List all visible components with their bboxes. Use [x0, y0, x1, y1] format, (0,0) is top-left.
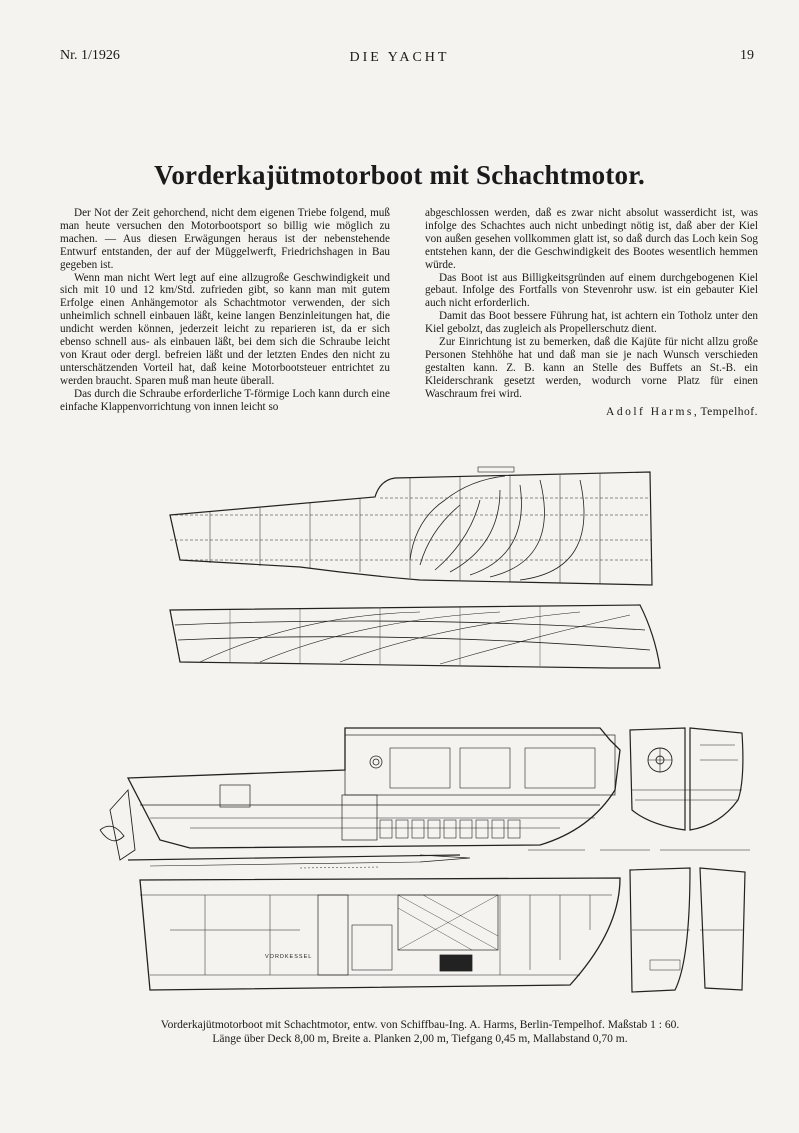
paragraph: Das Boot ist aus Billigkeitsgründen auf einem durchgebogenen Kiel gebaut. Infolge des Fortfalls von Stevenrohr usw. ist ein gebauter Kiel auch nicht erforderlich.	[425, 271, 758, 310]
article-title: Vorderkajütmotorboot mit Schachtmotor.	[154, 160, 645, 190]
paragraph: Der Not der Zeit gehorchend, nicht dem eigenen Triebe folgend, muß man heute versuchen den Motorbootsport so billig wie möglich zu machen. — Aus diesen Erwägungen heraus ist der nebenstehende Entwurf entstanden, der auf der Müggelwerft, Friedrichshagen in Bau gegeben ist.	[60, 207, 390, 271]
half-breadth-plan-drawing	[170, 605, 660, 668]
side-profile-drawing	[100, 728, 750, 868]
arrangement-plan-drawing	[140, 868, 745, 992]
caption-line-2: Länge über Deck 8,00 m, Breite a. Planken 2,00 m, Tiefgang 0,45 m, Mallabstand 0,70 m.	[212, 1033, 628, 1045]
paragraph: Zur Einrichtung ist zu bemerken, daß die Kajüte für nicht allzu große Personen Stehhöhe hat und daß man sie je nach Wunsch verschieden gestalten kann. Z. B. kann an Stelle des Buffets an St.-B. ein Kleiderschrank gesetzt werden, wodurch vorne Platz für einen Waschraum frei wird.	[425, 336, 758, 400]
author-name: Adolf Harms	[606, 405, 694, 418]
fore-cabin-label: VORDKESSEL	[265, 954, 313, 960]
page-number: 19	[740, 48, 754, 63]
paragraph: Das durch die Schraube erforderliche T-förmige Loch kann durch eine einfache Klappenvorrichtung von innen leicht so	[60, 387, 390, 413]
author-place: , Tempelhof.	[693, 405, 758, 418]
paragraph: abgeschlossen werden, daß es zwar nicht absolut wasserdicht ist, was infolge des Schachtes auch nicht unbedingt nötig ist, daß aber der Kiel von außen gesehen vollkommen glatt ist, so daß durch das Loch kein Sog entstehen kann, der die Geschwindigkeit des Bootes wesentlich hemmen würde.	[425, 207, 758, 271]
journal-name: DIE YACHT	[349, 50, 450, 65]
cross-section-drawing	[630, 728, 743, 830]
figure-caption	[60, 1018, 780, 1046]
paragraph: Damit das Boot bessere Führung hat, ist achtern ein Totholz unter den Kiel gebolzt, das zugleich als Propellerschutz dient.	[425, 310, 758, 336]
issue-number: Nr. 1/1926	[60, 48, 120, 63]
paragraph: Wenn man nicht Wert legt auf eine allzugroße Geschwindigkeit und sich mit 10 und 12 km/Std. zufrieden gibt, so kann man mit gutem Erfolge einen Anhängemotor als Schachtmotor verwenden, der sich unheimlich schnell einbauen läßt, keine langen Benzinleitungen hat, die undicht werden können, jederzeit leicht zu reparieren ist, da er sich ebenso schnell aus- als einbauen läßt, bei dem sich die Schraube leicht von Kraut oder dergl. befreien läßt und der letzten Endes den nicht zu unterschätzenden Vorteil hat, daß keine Motorbootsteuer entrichtet zu werden braucht. Sparen muß man heute überall.	[60, 271, 390, 387]
lines-plan-drawing	[170, 467, 652, 585]
caption-line-1: Vorderkajütmotorboot mit Schachtmotor, entw. von Schiffbau-Ing. A. Harms, Berlin-Tempelhof. Maßstab 1 : 60.	[160, 1019, 680, 1031]
